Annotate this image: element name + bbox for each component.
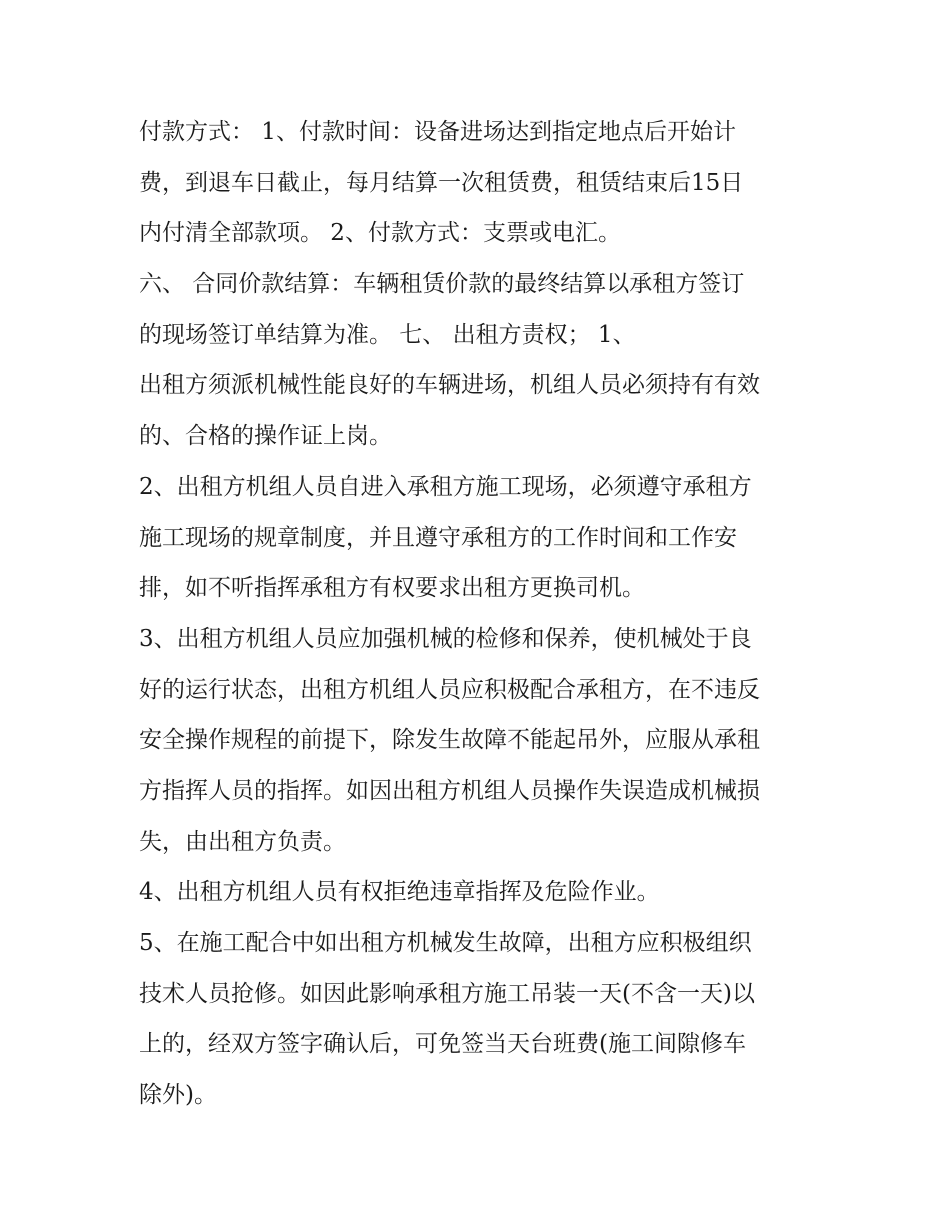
text-line: 上的，经双方签字确认后，可免签当天台班费(施工间隙修车 [139,1031,746,1058]
text-line: 付款方式： 1、付款时间：设备进场达到指定地点后开始计 [139,119,736,145]
text-line: 方指挥人员的指挥。如因出租方机组人员操作失误造成机械损 [139,777,760,804]
text-line: 内付清全部款项。 2、付款方式：支票或电汇。 [139,220,621,247]
document-body [139,107,819,1121]
text-line: 费，到退车日截止，每月结算一次租赁费，租赁结束后15日 [139,169,744,196]
text-line: 好的运行状态，出租方机组人员应积极配合承租方，在不违反 [139,676,760,703]
text-line: 六、 合同价款结算：车辆租赁价款的最终结算以承租方签订 [139,271,745,298]
text-line: 出租方须派机械性能良好的车辆进场，机组人员必须持有有效 [139,372,760,399]
text-line: 2、出租方机组人员自进入承租方施工现场，必须遵守承租方 [139,473,752,500]
text-line: 除外)。 [139,1082,217,1109]
text-line: 失，由出租方负责。 [139,828,346,855]
text-line: 4、出租方机组人员有权拒绝违章指挥及危险作业。 [139,879,660,906]
text-line: 的现场签订单结算为准。 七、 出租方责权； 1、 [139,321,636,348]
text-line: 施工现场的规章制度，并且遵守承租方的工作时间和工作安 [139,524,737,551]
text-line: 技术人员抢修。如因此影响承租方施工吊装一天(不含一天)以 [139,980,755,1007]
text-line: 5、在施工配合中如出租方机械发生故障，出租方应积极组织 [139,930,752,956]
text-line: 排，如不听指挥承租方有权要求出租方更换司机。 [139,575,645,602]
text-line: 的、合格的操作证上岗。 [139,423,392,450]
text-line: 3、出租方机组人员应加强机械的检修和保养，使机械处于良 [139,625,752,652]
text-line: 安全操作规程的前提下，除发生故障不能起吊外，应服从承租 [139,727,760,754]
